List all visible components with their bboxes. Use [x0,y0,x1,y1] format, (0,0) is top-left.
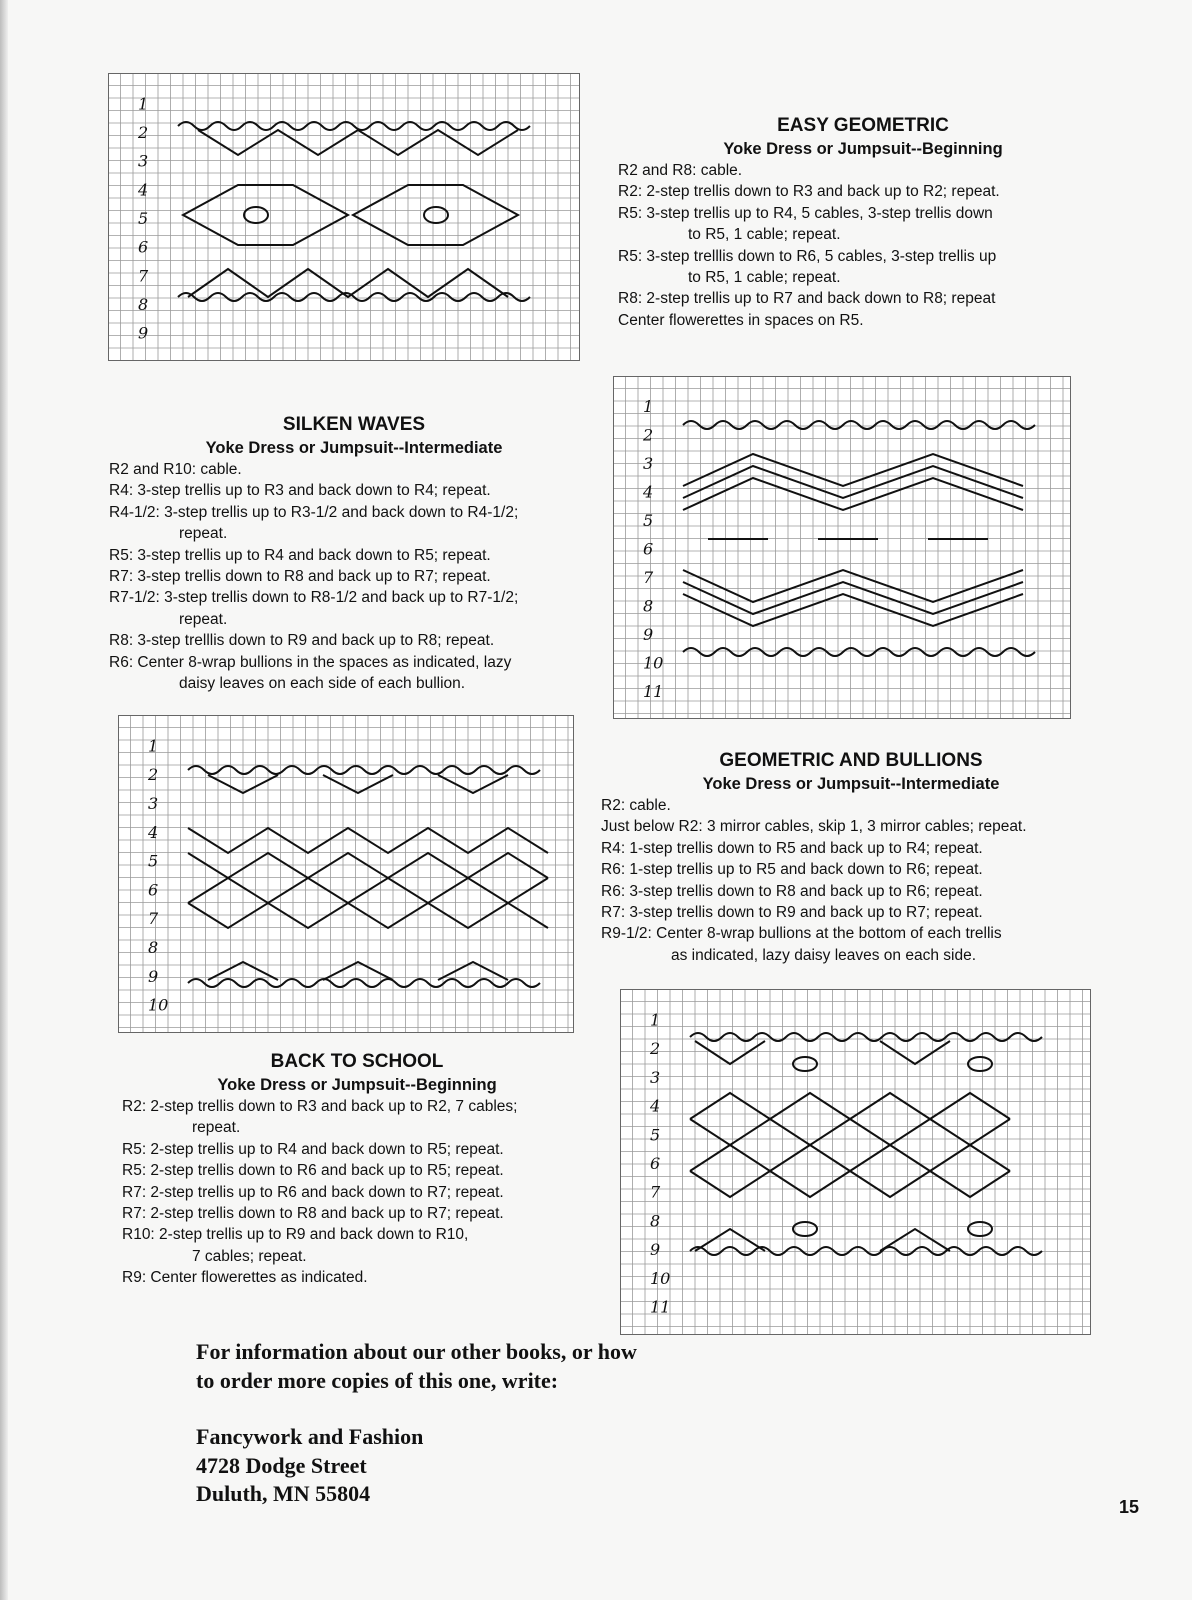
row-number-label: 3 [650,1067,661,1087]
instruction-line: Just below R2: 3 mirror cables, skip 1, 3 mirror cables; repeat. [601,818,1027,836]
row-number-label: 9 [148,966,159,986]
instruction-line: daisy leaves on each side of each bullion. [179,675,466,693]
row-number-label: 9 [138,323,149,343]
row-number-label: 7 [643,567,654,587]
row-number-label: 7 [138,266,149,286]
section-title: GEOMETRIC AND BULLIONS [719,750,983,771]
row-number-label: 3 [138,151,149,171]
instruction-line: to R5, 1 cable; repeat. [688,269,841,287]
section-subtitle: Yoke Dress or Jumpsuit--Beginning [217,1076,497,1094]
grid-border [614,377,1071,719]
footer-line-2: to order more copies of this one, write: [196,1367,559,1393]
instruction-line: R7: 2-step trellis up to R6 and back down to R7; repeat. [122,1183,504,1201]
easy-geometric-block [618,113,1108,331]
row-number-label: 6 [138,237,149,257]
instruction-line: R5: 3-step trellis up to R4, 5 cables, 3-step trellis down [618,204,993,222]
instruction-line: R5: 3-step trelllis down to R6, 5 cables, 3-step trellis up [618,247,997,265]
row-number-label: 10 [643,653,664,673]
page-number: 15 [1119,1497,1140,1517]
city-state-zip: Duluth, MN 55804 [196,1481,371,1506]
instruction-line: R6: 1-step trellis up to R5 and back down to R6; repeat. [601,861,983,879]
section-title: BACK TO SCHOOL [270,1051,444,1072]
instruction-line: R5: 2-step trellis down to R6 and back up to R5; repeat. [122,1162,504,1180]
instruction-line: as indicated, lazy daisy leaves on each side. [671,946,977,964]
back-to-school-svg [118,715,574,1033]
row-number-label: 2 [650,1039,661,1059]
bullion-3 [793,1222,817,1236]
binding-edge [0,0,8,1600]
cable-row-2 [690,1033,1042,1041]
row-labels [642,397,663,701]
row-number-label: 5 [643,511,654,531]
street-address: 4728 Dodge Street [196,1452,367,1478]
flowerette-1 [244,207,268,223]
row-number-label: 10 [148,995,169,1015]
instruction-line: repeat. [179,610,228,628]
row-number-label: 6 [148,880,159,900]
row-number-label: 2 [138,123,149,142]
easy-geometric-chart [108,73,580,361]
back-to-school-block [122,1049,592,1289]
instruction-line: repeat. [179,525,228,543]
trellis-row-7-8 [690,1171,1010,1197]
row-number-label: 6 [650,1154,661,1173]
row-labels [137,94,149,342]
section-subtitle: Yoke Dress or Jumpsuit--Intermediate [702,775,1000,793]
row-number-label: 4 [138,180,149,200]
silken-waves-chart [613,376,1071,719]
stitch-pattern [178,122,530,301]
row-number-label: 8 [643,596,654,616]
bullion-4 [968,1222,992,1236]
cable-row-10 [683,648,1035,656]
cable-row-8 [178,293,530,301]
back-to-school-chart [118,715,574,1033]
instruction-line: R5: 3-step trellis up to R4 and back down to R5; repeat. [109,546,491,564]
row-number-label: 1 [138,94,149,114]
stitch-pattern [690,1033,1042,1255]
row-labels [147,736,168,1014]
row-number-label: 10 [650,1268,671,1288]
row-number-label: 8 [650,1211,661,1231]
section-subtitle: Yoke Dress or Jumpsuit--Beginning [723,140,1003,158]
instruction-line: Center flowerettes in spaces on R5. [618,311,864,329]
trellis-row-2-3 [695,1041,950,1064]
row-number-label: 4 [148,822,159,842]
trellis-row-8 [683,594,1023,626]
row-number-label: 11 [643,681,664,701]
instruction-line: R2: 2-step trellis down to R3 and back up to R2, 7 cables; [122,1098,518,1115]
instruction-line: R2 and R10: cable. [109,461,242,478]
instruction-line: R4: 1-step trellis down to R5 and back up to R4; repeat. [601,839,983,857]
flowerette-2 [424,207,448,223]
row-number-label: 9 [643,624,654,644]
instruction-line: R7: 3-step trellis down to R9 and back up to R7; repeat. [601,904,983,922]
row-number-label: 8 [148,938,159,957]
instruction-line: R2: 2-step trellis down to R3 and back up to R2; repeat. [618,183,1000,201]
stitch-pattern [683,421,1035,656]
graph-grid [620,989,1091,1335]
easy-geometric-svg [108,73,580,361]
geometric-bullions-chart [620,989,1091,1335]
instruction-line: to R5, 1 cable; repeat. [688,226,841,244]
row-number-label: 1 [643,397,654,417]
instruction-line: R8: 2-step trellis up to R7 and back down to R8; repeat [618,290,996,308]
instruction-line: R10: 2-step trellis up to R9 and back down to R10, [122,1226,469,1244]
instruction-line: R4: 3-step trellis up to R3 and back down to R4; repeat. [109,482,491,500]
trellis-diamond-2 [353,185,518,245]
row-labels [649,1010,670,1316]
row-number-label: 5 [148,851,159,871]
row-number-label: 1 [148,736,159,756]
instruction-line: R9: Center flowerettes as indicated. [122,1269,368,1287]
section-subtitle: Yoke Dress or Jumpsuit--Intermediate [205,439,503,457]
graph-grid [613,376,1071,719]
cable-row-2 [683,421,1035,429]
instruction-line: R7: 3-step trellis down to R8 and back up to R7; repeat. [109,568,491,586]
row-number-label: 8 [138,295,149,314]
silken-waves-svg [613,376,1071,719]
cable-row-2 [188,766,540,774]
row-number-label: 2 [148,765,159,785]
row-number-label: 9 [650,1240,661,1260]
trellis-row-4 [683,454,1023,486]
row-number-label: 5 [650,1125,661,1145]
instruction-line: R9-1/2: Center 8-wrap bullions at the bottom of each trellis [601,925,1002,943]
row-number-label: 5 [138,209,149,228]
geometric-bullions-svg [620,989,1091,1335]
instruction-line: R7: 2-step trellis down to R8 and back up to R7; repeat. [122,1205,504,1223]
trellis-row-4-5 [690,1093,1010,1119]
instruction-line: 7 cables; repeat. [192,1247,307,1265]
row-number-label: 1 [650,1010,661,1030]
row-number-label: 7 [148,909,159,929]
instruction-line: R2: cable. [601,797,671,814]
row-number-label: 11 [650,1297,671,1317]
instruction-line: R5: 2-step trellis up to R4 and back down to R5; repeat. [122,1140,504,1158]
row-number-label: 3 [643,454,654,474]
silken-waves-block [109,412,599,694]
row-number-label: 4 [650,1096,661,1116]
instruction-line: R4-1/2: 3-step trellis up to R3-1/2 and back down to R4-1/2; [109,503,519,521]
footer-line-1: For information about our other books, or how [196,1339,637,1364]
instruction-line: R6: 3-step trellis down to R8 and back up to R6; repeat. [601,882,983,900]
instruction-line: R6: Center 8-wrap bullions in the spaces as indicated, lazy [109,653,512,671]
trellis-row-5-6 [690,1119,1010,1145]
instruction-line: R8: 3-step trelllis down to R9 and back up to R8; repeat. [109,632,495,650]
geometric-bullions-block [601,748,1111,966]
instruction-line: R2 and R8: cable. [618,162,743,179]
cable-row-10 [690,1247,1042,1255]
instruction-line: R7-1/2: 3-step trellis down to R8-1/2 and back up to R7-1/2; [109,589,519,607]
trellis-row-6-7 [690,1145,1010,1171]
section-title: SILKEN WAVES [282,414,426,435]
row-number-label: 2 [643,425,654,445]
row-number-label: 4 [643,482,654,502]
instruction-line: repeat. [192,1119,241,1137]
row-number-label: 7 [650,1182,661,1202]
ordering-info [196,1338,637,1509]
row-number-label: 6 [643,539,654,559]
cable-row-10 [188,979,540,987]
row-number-label: 3 [148,794,159,813]
section-title: EASY GEOMETRIC [777,115,949,136]
company-name: Fancywork and Fashion [196,1424,424,1449]
